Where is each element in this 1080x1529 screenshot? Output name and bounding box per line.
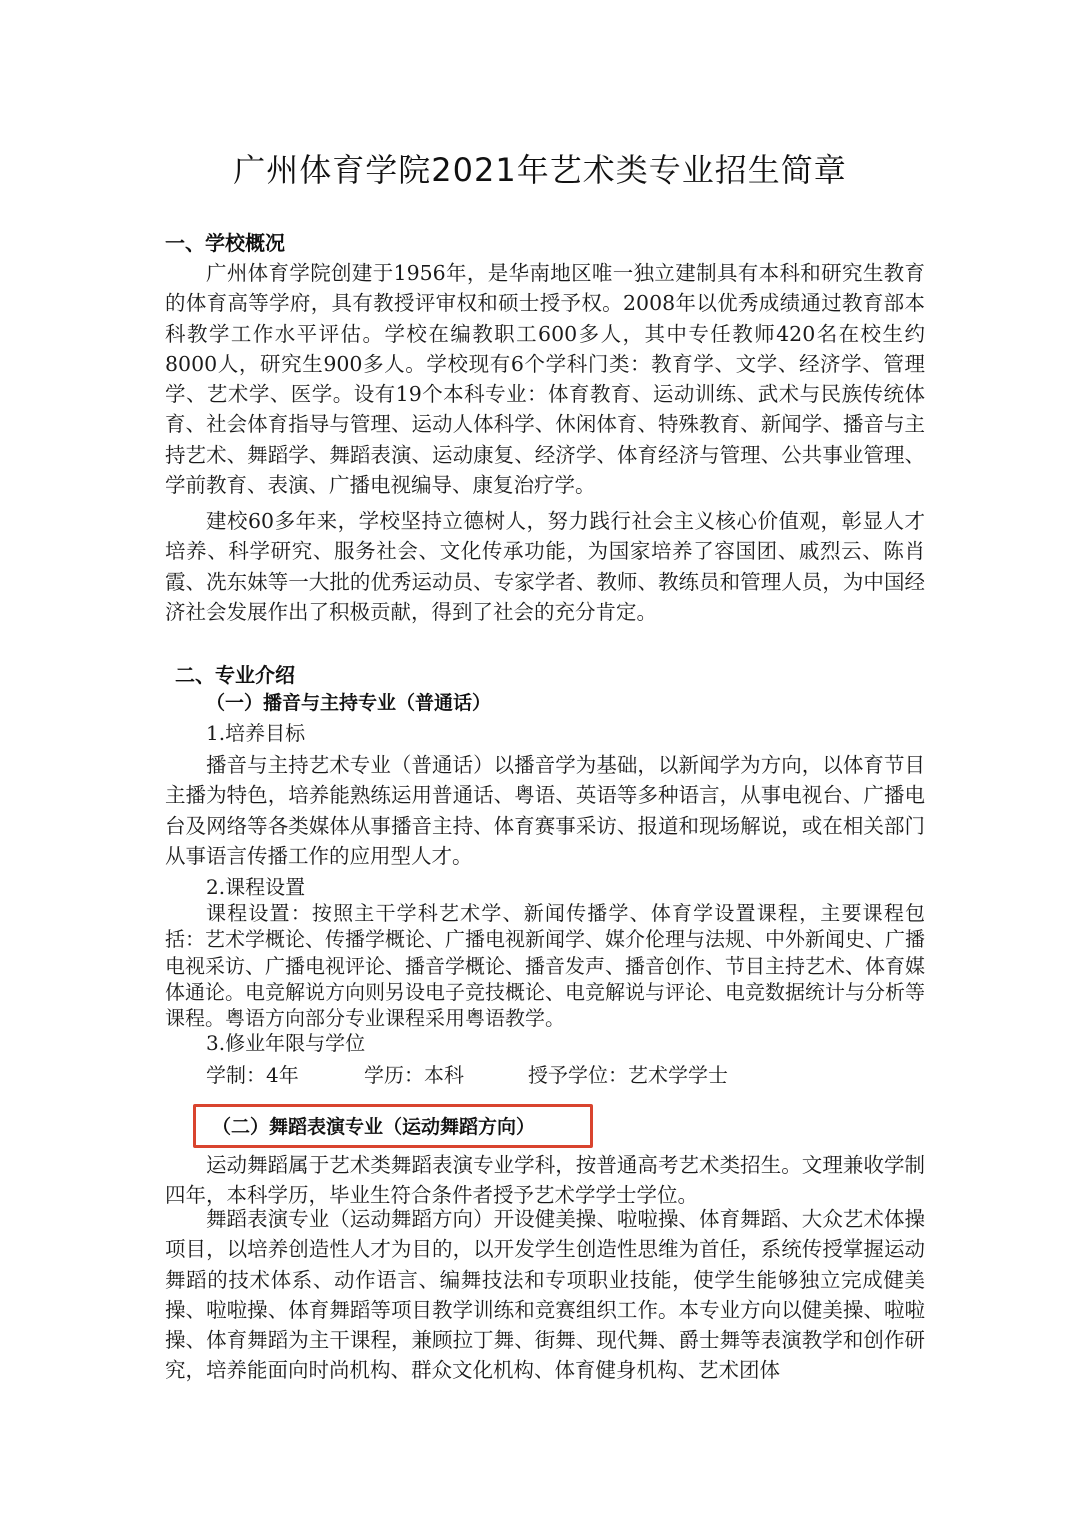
section-heading-major-intro: 二、专业介绍 (175, 663, 295, 687)
document-title: 广州体育学院2021年艺术类专业招生简章 (233, 151, 847, 189)
broadcasting-years-title: 3.修业年限与学位 (206, 1031, 366, 1055)
broadcasting-course-text: 课程设置：按照主干学科艺术学、新闻传播学、体育学设置课程，主要课程包括：艺术学概论、传播学概论、广播电视新闻学、媒介伦理与法规、中外新闻史、广播电视采访、广播电视评论、播音学概论、播音发声、播音创作、节目主持艺术、体育媒体通论。电竞解说方向则另设电子竞技概论、电竞解说与评论、电竞数据统计与分析等课程。粤语方向部分专业课程采用粤语教学。 (165, 901, 925, 1031)
dance-paragraph-2: 舞蹈表演专业（运动舞蹈方向）开设健美操、啦啦操、体育舞蹈、大众艺术体操项目，以培养创造性人才为目的，以开发学生创造性思维为首任，系统传授掌握运动舞蹈的技术体系、动作语言、编舞技法和专项职业技能，使学生能够独立完成健美操、啦啦操、体育舞蹈等项目教学训练和竞赛组织工作。本专业方向以健美操、啦啦操、体育舞蹈为主干课程，兼顾拉丁舞、街舞、现代舞、爵士舞等表演教学和创作研究，培养能面向时尚机构、群众文化机构、体育健身机构、艺术团体 (165, 1207, 925, 1383)
broadcasting-degree-row (206, 1060, 728, 1090)
broadcasting-goal-text: 播音与主持艺术专业（普通话）以播音学为基础，以新闻学为方向，以体育节目主播为特色，培养能熟练运用普通话、粤语、英语等多种语言，从事电视台、广播电台及网络等各类媒体从事播音主持、体育赛事采访、报道和现场解说，或在相关部门从事语言传播工作的应用型人才。 (165, 753, 925, 868)
broadcasting-course-title: 2.课程设置 (206, 875, 306, 899)
dance-paragraph-1: 运动舞蹈属于艺术类舞蹈表演专业学科，按普通高考艺术类招生。文理兼收学制四年，本科学历，毕业生符合条件者授予艺术学学士学位。 (165, 1153, 925, 1208)
duration-value: 学制：4年 (206, 1063, 299, 1087)
degree-value: 授予学位：艺术学学士 (528, 1063, 728, 1087)
education-value: 学历：本科 (364, 1063, 464, 1087)
section-heading-school-overview: 一、学校概况 (165, 231, 285, 255)
broadcasting-goal-title: 1.培养目标 (206, 721, 306, 745)
major-heading-broadcasting: （一）播音与主持专业（普通话） (206, 692, 492, 714)
school-overview-paragraph-2: 建校60多年来，学校坚持立德树人，努力践行社会主义核心价值观，彰显人才培养、科学研究、服务社会、文化传承功能，为国家培养了容国团、戚烈云、陈肖霞、冼东妹等一大批的优秀运动员、专家学者、教师、教练员和管理人员，为中国经济社会发展作出了积极贡献，得到了社会的充分肯定。 (165, 509, 925, 624)
school-overview-paragraph-1: 广州体育学院创建于1956年，是华南地区唯一独立建制具有本科和研究生教育的体育高等学府，具有教授评审权和硕士授予权。2008年以优秀成绩通过教育部本科教学工作水平评估。学校在编教职工600多人，其中专任教师420名在校生约8000人，研究生900多人。学校现有6个学科门类：教育学、文学、经济学、管理学、艺术学、医学。设有19个本科专业：体育教育、运动训练、武术与民族传统体育、社会体育指导与管理、运动人体科学、休闲体育、特殊教育、新闻学、播音与主持艺术、舞蹈学、舞蹈表演、运动康复、经济学、体育经济与管理、公共事业管理、学前教育、表演、广播电视编导、康复治疗学。 (165, 261, 925, 498)
major-heading-dance: （二）舞蹈表演专业（运动舞蹈方向） (212, 1116, 536, 1138)
